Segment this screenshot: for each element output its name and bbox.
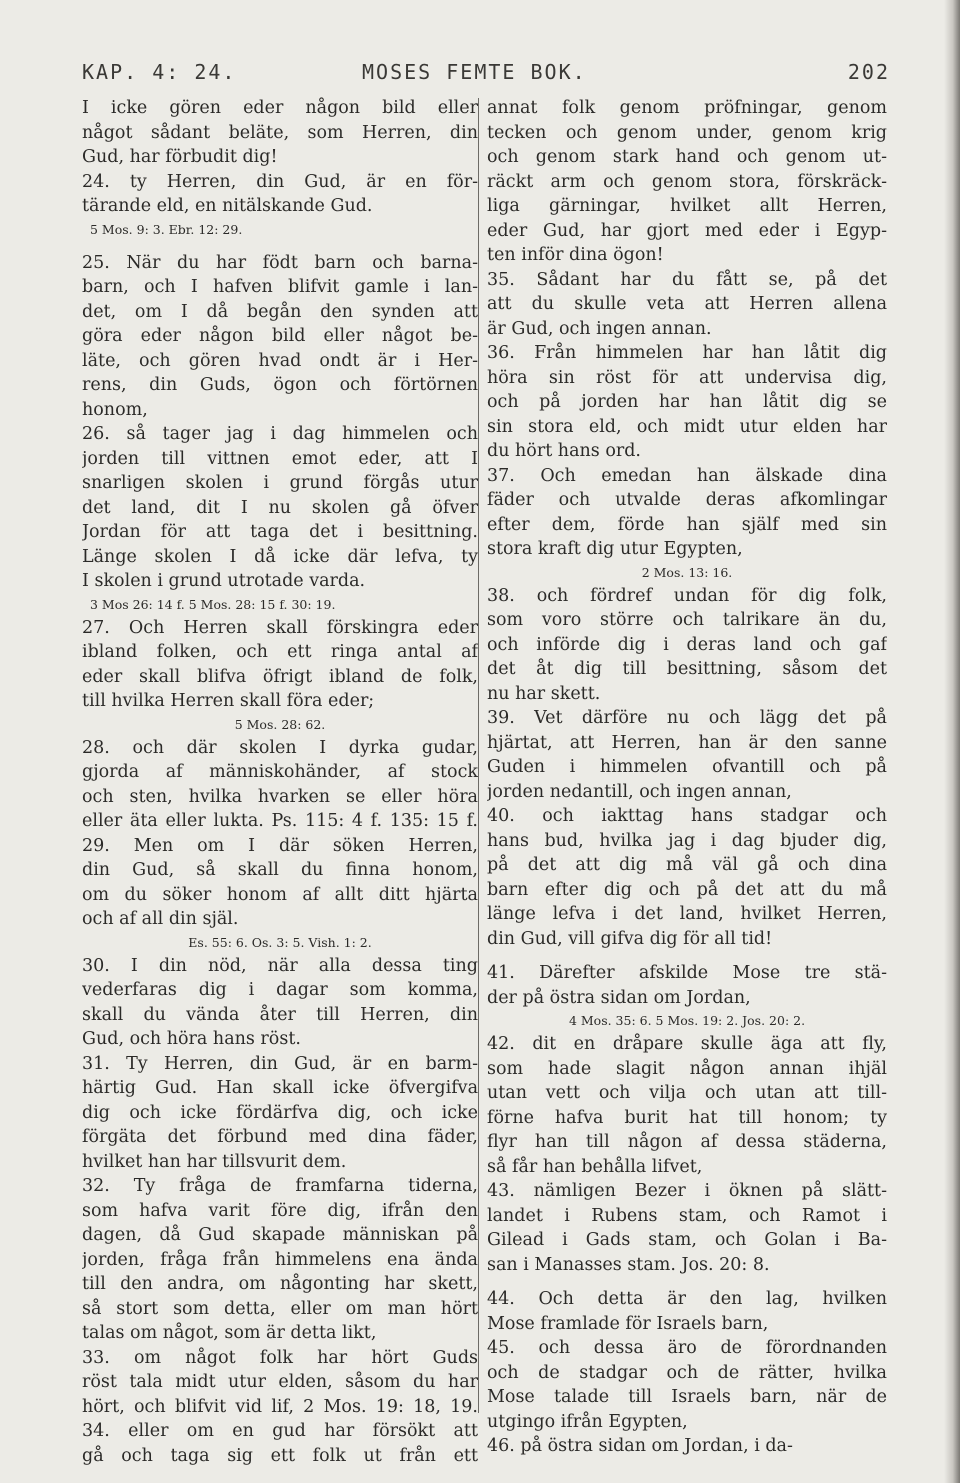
text-line: barn efter dig och på det att du må [487,879,887,900]
text-line: hjärtat, att Herren, han är den sanne [487,732,887,753]
text-line: Mose talade till Israels barn, när de [487,1387,887,1407]
text-line: 38. och fördref undan för dig folk, [487,585,887,606]
chapter-reference: KAP. 4: 24. [82,60,237,84]
text-line: hvilket han har tillsvurit dem. [82,1151,347,1172]
text-line: det åt dig till besittning, såsom det [487,659,887,679]
text-line: Länge skolen I då icke där lefva, ty [82,546,478,567]
text-line: din Gud, vill gifva dig för all tid! [487,928,773,949]
text-line: 42. dit en dråpare skulle äga att fly, [487,1034,887,1054]
text-line: snarligen skolen i grund förgås utur [82,473,478,493]
text-line: Mose framlade för Israels barn, [487,1313,769,1334]
text-line: tärande eld, en nitälskande Gud. [82,196,373,216]
text-line: dig och icke fördärfva dig, och icke [82,1102,478,1123]
text-line: 35. Sådant har du fått se, på det [487,269,887,290]
text-line: 24. ty Herren, din Gud, är en för- [82,171,478,192]
text-line: vederfaras dig i dagar som komma, [82,980,478,1000]
text-line: till den andra, om någonting har skett, [82,1274,478,1294]
text-line: jorden nedantill, och ingen annan, [487,781,792,802]
text-line: 45. och dessa äro de förordnanden [487,1338,887,1358]
text-line: Guden i himmelen ofvantill och på [487,757,887,777]
text-line: fäder och utvalde deras afkomlingar [487,490,887,510]
text-line: din Gud, så skall du finna honom, [82,860,478,880]
text-line: utan vett och vilja och utan att till- [487,1083,887,1103]
cross-reference: 5 Mos. 9: 3. Ebr. 12: 29. [90,221,243,237]
text-line: stora kraft dig utur Egypten, [487,539,743,559]
text-line: läte, och gören hvad ondt är i Her- [82,350,478,371]
left-text-column [82,96,478,1468]
text-line: 43. nämligen Bezer i öknen på slätt- [487,1181,887,1201]
text-line: annat folk genom pröfningar, genom [487,98,887,118]
text-line: räckt arm och genom stora, förskräck- [487,171,887,192]
cross-reference: 5 Mos. 28: 62. [234,716,326,732]
text-line: som voro större och talrikare än du, [487,610,887,630]
text-line: härtig Gud. Han skall icke öfvergifva [82,1078,478,1098]
text-line: att du skulle veta att Herren allena [487,294,887,314]
cross-reference: 3 Mos 26: 14 f. 5 Mos. 28: 15 f. 30: 19. [90,596,336,612]
text-line: och sten, hvilka hvarken se eller höra [82,786,478,807]
text-line: jorden till vittnen emot eder, att I [82,448,478,469]
text-line: förne hafva burit hat till honom; ty [487,1107,887,1128]
text-line: 40. och iakttag hans stadgar och [487,806,887,826]
text-line: 28. och där skolen I dyrka gudar, [82,737,478,758]
paragraph-gap [487,1277,887,1287]
text-line: göra eder någon bild eller något be- [82,326,478,346]
text-line: 37. Och emedan han älskade dina [487,465,887,486]
text-line: 34. eller om en gud har försökt att [82,1421,478,1441]
text-line: rens, din Guds, ögon och förtörnen [82,375,478,395]
text-line: sin stora eld, och midt utur elden har [487,416,887,437]
text-line: du hört hans ord. [487,441,641,461]
text-line: 29. Men om I där söken Herren, [82,835,478,856]
text-line: 46. på östra sidan om Jordan, i da- [487,1436,793,1456]
text-line: och på jorden har han låtit dig se [487,392,887,412]
text-line: till hvilka Herren skall föra eder; [82,691,375,711]
text-line: 41. Därefter afskilde Mose tre stä- [487,963,887,983]
text-line: talas om något, som är detta likt, [82,1323,377,1343]
text-line: barn, och I hafven blifvit gamle i lan- [82,277,478,297]
text-line: om du söker honom af allt ditt hjärta [82,884,478,905]
text-line: höra sin röst för att undervisa dig, [487,367,887,388]
cross-reference: 2 Mos. 13: 16. [641,564,733,580]
text-line: 31. Ty Herren, din Gud, är en barm- [82,1053,478,1074]
text-line: gjorda af människohänder, af stock [82,762,478,782]
text-line: jorden, fråga från himmelens ena ända [82,1249,478,1270]
running-header [82,60,890,90]
text-line: eder skall blifva öfrigt ibland de folk, [82,666,478,687]
text-line: eller äta eller lukta. Ps. 115: 4 f. 135: 15 f. [82,811,478,831]
text-line: skall du vända åter till Herren, din [82,1004,478,1025]
text-line: liga gärningar, hvilket allt Herren, [487,196,887,216]
text-line: som hade slagit någon annan ihjäl [487,1058,887,1079]
text-line: länge lefva i det land, hvilket Herren, [487,904,887,924]
book-title: MOSES FEMTE BOK. [362,60,587,84]
text-line: 25. När du har födt barn och barna- [82,252,478,273]
text-line: utgingo ifrån Egypten, [487,1411,688,1432]
text-line: 30. I din nöd, när alla dessa ting [82,955,478,976]
text-line: flyr han till någon af dessa städerna, [487,1132,887,1152]
text-line: något sådant beläte, som Herren, din [82,122,478,143]
text-line: och af all din själ. [82,909,239,929]
text-line: förgäta det förbund med dina fäder, [82,1127,478,1147]
cross-reference: Es. 55: 6. Os. 3: 5. Vish. 1: 2. [188,934,372,950]
text-line: gå och taga sig ett folk ut från ett [82,1445,478,1466]
text-line: ibland folken, och ett ringa antal af [82,642,478,662]
text-line: hört, och blifvit vid lif, 2 Mos. 19: 18, 19. [82,1396,478,1417]
text-line: 39. Vet därföre nu och lägg det på [487,708,887,728]
page-edge [944,0,960,1483]
text-line: hans bud, hvilka jag i dag bjuder dig, [487,830,887,851]
column-divider [478,98,479,1413]
text-line: I skolen i grund utrotade varda. [82,571,366,591]
text-line: det land, dit I nu skolen gå öfver [82,497,478,518]
text-line: och de stadgar och de rätter, hvilka [487,1362,887,1383]
text-line: landet i Rubens stam, och Ramot i [487,1205,887,1226]
text-line: Gilead i Gads stam, och Golan i Ba- [487,1230,887,1250]
text-line: på det att dig må väl gå och dina [487,855,887,875]
right-text-column [487,96,887,1459]
text-line: san i Manasses stam. Jos. 20: 8. [487,1254,770,1275]
text-line: så får han behålla lifvet, [487,1156,703,1177]
cross-reference: 4 Mos. 35: 6. 5 Mos. 19: 2. Jos. 20: 2. [568,1013,806,1028]
text-line: der på östra sidan om Jordan, [487,987,751,1008]
text-line: är Gud, och ingen annan. [487,318,712,339]
text-line: 27. Och Herren skall förskingra eder [82,617,478,638]
text-line: honom, [82,399,148,420]
text-line: efter dem, förde han själf med sin [487,514,887,535]
text-line: Jordan för att taga det i besittning. [82,522,478,542]
text-line: eder Gud, har gjort med eder i Egyp- [487,220,887,241]
text-line: Gud, har förbudit dig! [82,147,278,167]
text-line: tecken och genom under, genom krig [487,122,887,143]
text-line: röst tala midt utur elden, såsom du har [82,1372,478,1392]
text-line: som hafva varit före dig, ifrån den [82,1200,478,1221]
text-line: 33. om något folk har hört Guds [82,1347,478,1368]
text-line: Gud, och höra hans röst. [82,1029,301,1049]
paragraph-gap [82,241,478,251]
text-line: dagen, då Gud skapade människan på [82,1225,478,1245]
text-line: och genom stark hand och genom ut- [487,147,887,167]
text-line: och införde dig i deras land och gaf [487,634,887,655]
text-line: 32. Ty fråga de framfarna tiderna, [82,1176,478,1196]
text-line: så stort som detta, eller om man hört [82,1298,478,1319]
page-number: 202 [847,60,890,84]
text-line: ten inför dina ögon! [487,245,664,265]
text-line: det, om I då begån den synden att [82,301,478,322]
text-line: I icke gören eder någon bild eller [82,98,478,118]
paragraph-gap [487,951,887,961]
text-line: 26. så tager jag i dag himmelen och [82,424,478,444]
text-line: 36. Från himmelen har han låtit dig [487,343,887,363]
text-line: 44. Och detta är den lag, hvilken [487,1289,887,1309]
text-line: nu har skett. [487,683,601,704]
